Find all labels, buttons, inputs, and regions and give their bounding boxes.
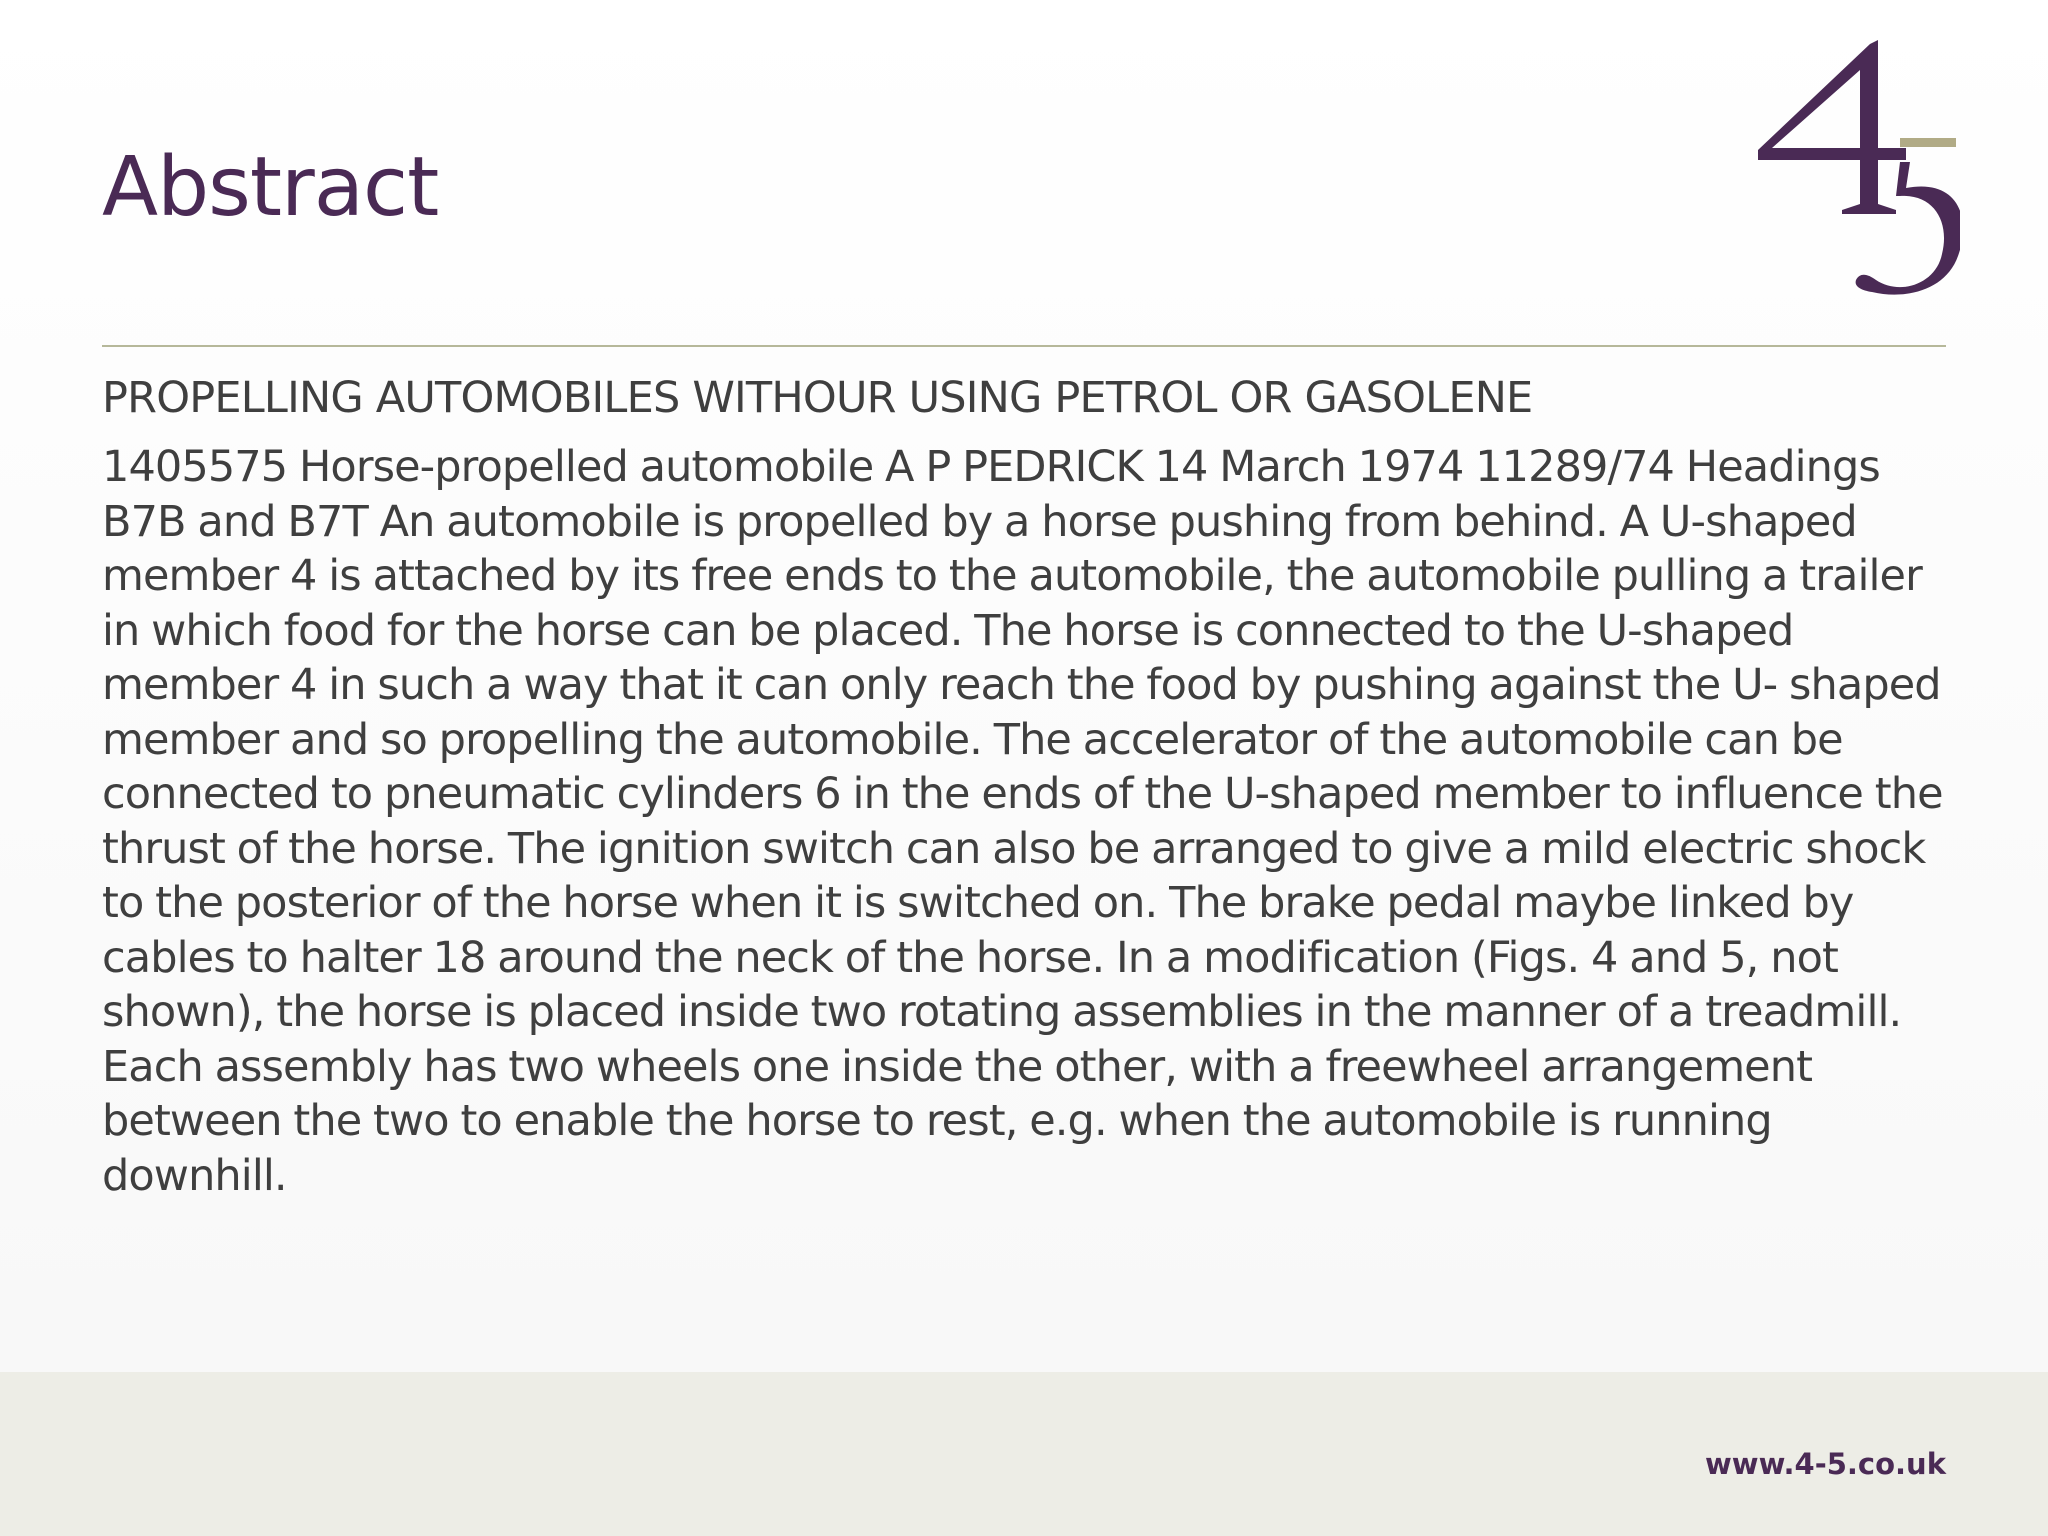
logo-45 [1750,36,1960,306]
logo-45-graphic [1750,36,1960,306]
title-divider [102,345,1946,347]
footer-url: www.4-5.co.uk [1704,1447,1946,1481]
abstract-heading: PROPELLING AUTOMOBILES WITHOUR USING PETROL OR GASOLENE [102,373,1533,423]
slide-title: Abstract [102,140,439,235]
abstract-body: 1405575 Horse-propelled automobile A P PEDRICK 14 March 1974 11289/74 Headings B7B and B7T An automobile is propelled by a horse pushing from behind. A U-shaped member 4 is attached by its free ends to the automobile, the automobile pulling a trailer in which food for the horse can be placed. The horse is connected to the U-shaped member 4 in such a way that it can only reach the food by pushing against the U- shaped member and so propelling the automobile. The accelerator of the automobile can be connected to pneumatic cylinders 6 in the ends of the U-shaped member to influence the thrust of the horse. The ignition switch can also be arranged to give a mild electric shock to the posterior of the horse when it is switched on. The brake pedal maybe linked by cables to halter 18 around the neck of the horse. In a modification (Figs. 4 and 5, not shown), the horse is placed inside two rotating assemblies in the manner of a treadmill. Each assembly has two wheels one inside the other, with a freewheel arrangement between the two to enable the horse to rest, e.g. when the automobile is running downhill. [102,442,1943,1201]
